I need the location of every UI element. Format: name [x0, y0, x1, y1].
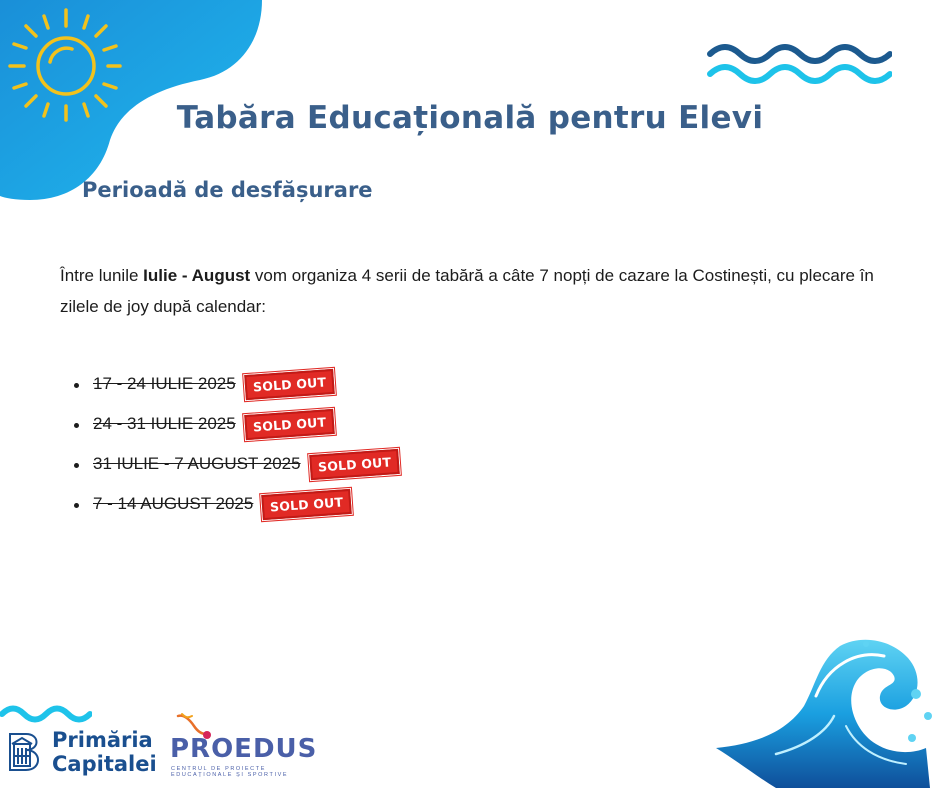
- session-dates: 24 - 31 IULIE 2025: [93, 414, 236, 433]
- bullet-icon: [74, 503, 79, 508]
- footer-waves-icon: [0, 700, 92, 724]
- logo-line-2: Capitalei: [52, 752, 157, 776]
- sold-out-badge: SOLD OUT: [244, 368, 335, 399]
- bullet-icon: [74, 463, 79, 468]
- intro-text-before: Între lunile: [60, 266, 144, 285]
- section-subtitle: Perioadă de desfășurare: [82, 178, 373, 202]
- session-dates: 17 - 24 IULIE 2025: [93, 374, 236, 393]
- bullet-icon: [74, 383, 79, 388]
- session-dates: 31 IULIE - 7 AUGUST 2025: [93, 454, 301, 473]
- page-title: Tabăra Educațională pentru Elevi: [176, 100, 764, 136]
- proedus-name: PROEDUS: [170, 734, 318, 764]
- sold-out-badge: SOLD OUT: [309, 448, 400, 479]
- sold-out-badge: SOLD OUT: [244, 408, 335, 439]
- session-dates: 7 - 14 AUGUST 2025: [93, 494, 254, 513]
- list-item: [74, 484, 399, 524]
- bullet-icon: [74, 423, 79, 428]
- sold-out-badge: SOLD OUT: [262, 488, 353, 519]
- list-item: [74, 444, 399, 484]
- intro-paragraph: [60, 260, 880, 322]
- waves-icon: [706, 38, 892, 86]
- intro-bold-months: Iulie - August: [143, 266, 251, 285]
- city-hall-icon: [8, 730, 44, 774]
- proedus-logo: [168, 712, 318, 778]
- intro-text-after: vom organiza 4 serii de tabără a câte 7 nopți de cazare la Costinești, cu plecare în zilele de joy după calendar:: [60, 266, 874, 316]
- proedus-subtitle: CENTRUL DE PROIECTE EDUCAȚIONALE ȘI SPORTIVE: [171, 766, 289, 778]
- list-item: [74, 404, 399, 444]
- ocean-wave-illustration: [716, 636, 940, 788]
- primaria-capitalei-logo: [8, 728, 157, 776]
- list-item: [74, 364, 399, 404]
- session-list: [74, 364, 399, 524]
- logo-line-1: Primăria: [52, 728, 153, 752]
